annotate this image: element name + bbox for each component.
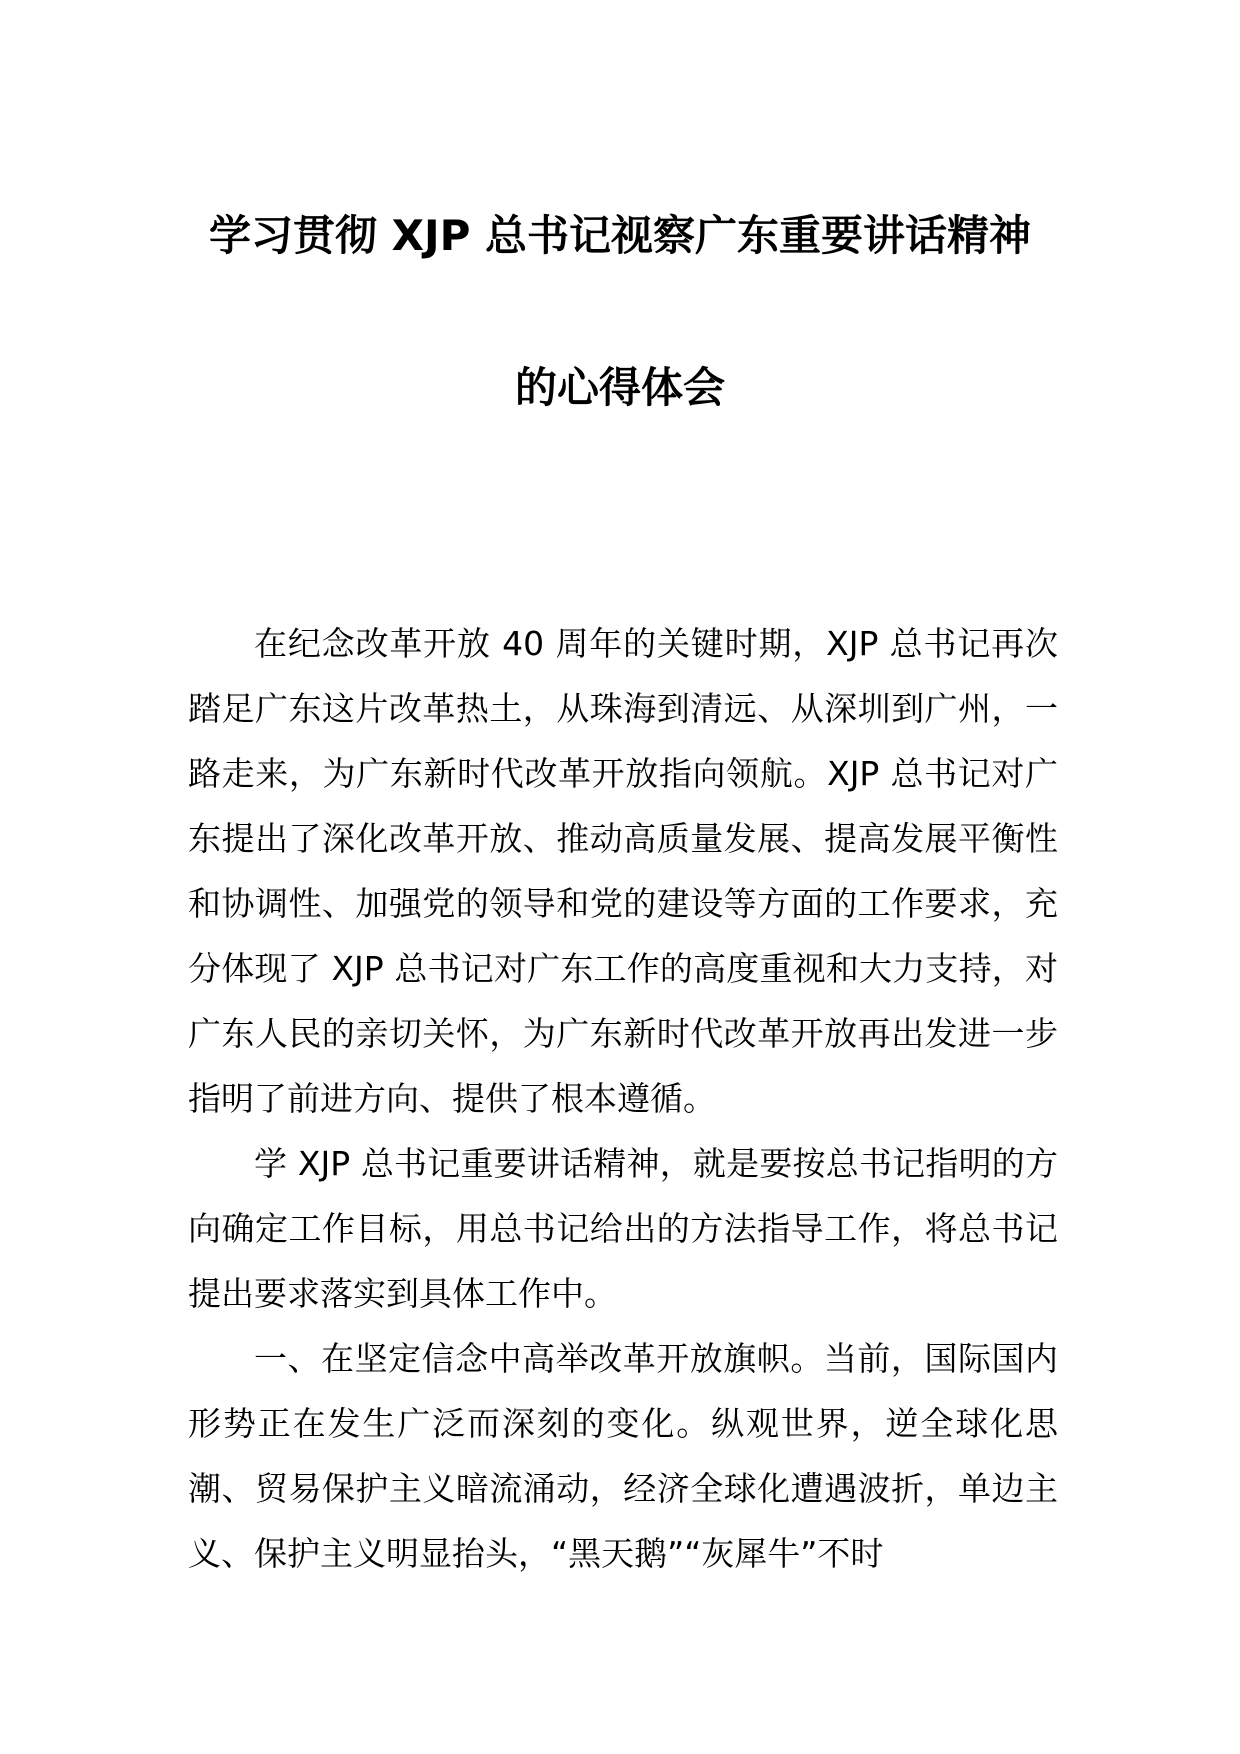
document-title-line-2: 的心得体会 bbox=[514, 363, 725, 412]
document-body bbox=[188, 611, 1058, 1586]
paragraph-1: 在纪念改革开放 40 周年的关键时期，XJP 总书记再次踏足广东这片改革热土，从珠海到清远、从深圳到广州，一路走来，为广东新时代改革开放指向领航。XJP 总书记对广东提出了深化改革开放、推动高质量发展、提高发展平衡性和协调性、加强党的领导和党的建设等方面的工作要求，充分体现了 XJP 总书记对广东工作的高度重视和大力支持，对广东人民的亲切关怀，为广东新时代改革开放再出发进一步指明了前进方向、提供了根本遵循。 bbox=[188, 624, 1058, 1118]
document-title-line-1: 学习贯彻 XJP 总书记视察广东重要讲话精神 bbox=[208, 211, 1032, 260]
paragraph-2: 学 XJP 总书记重要讲话精神，就是要按总书记指明的方向确定工作目标，用总书记给出的方法指导工作，将总书记提出要求落实到具体工作中。 bbox=[188, 1144, 1058, 1313]
paragraph-3: 一、在坚定信念中高举改革开放旗帜。当前，国际国内形势正在发生广泛而深刻的变化。纵观世界，逆全球化思潮、贸易保护主义暗流涌动，经济全球化遭遇波折，单边主义、保护主义明显抬头，“黑天鹅”“灰犀牛”不时 bbox=[188, 1339, 1058, 1573]
